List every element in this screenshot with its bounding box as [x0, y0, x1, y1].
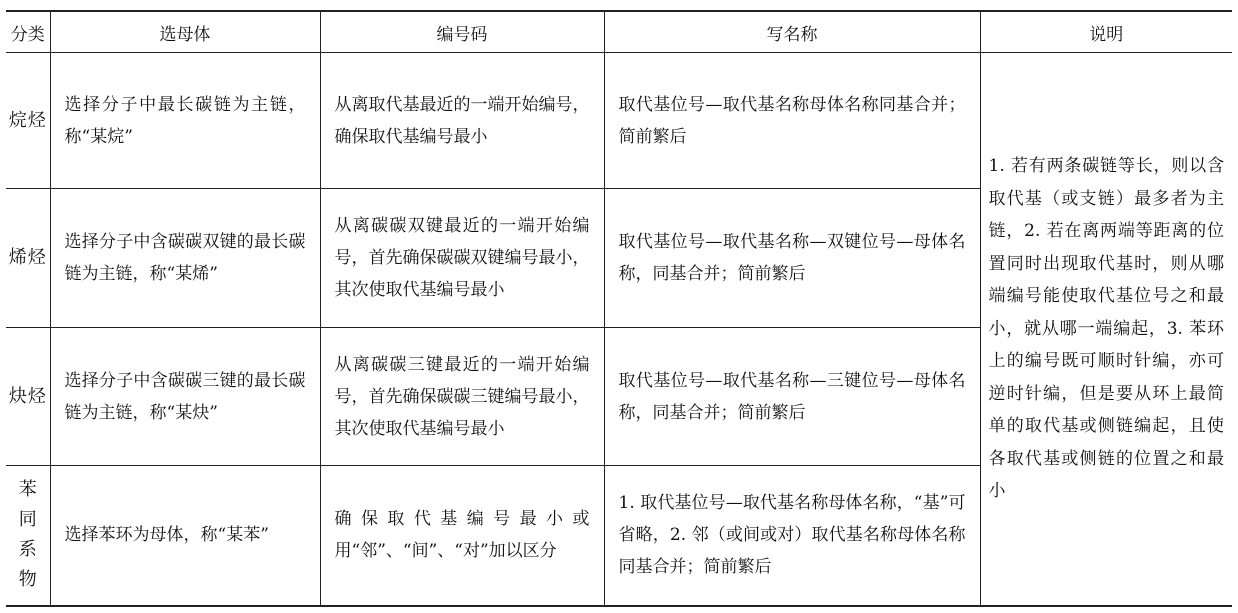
- table-header-row: [6, 11, 1232, 53]
- category-char: 系: [18, 539, 37, 561]
- notes-cell: 1. 若有两条碳链等长，则以含取代基（或支链）最多者为主链，2. 若在离两端等距离的位置同时出现取代基时，则从哪端编号能使取代基位号之和最小，就从哪一端编起，3. 苯环上的编号既可顺时针编，亦可逆时针编，但是要从环上最简单的取代基或侧链编起，且使各取代基或侧链的位置之和最小: [980, 53, 1232, 606]
- row-numbering: 确保取代基编号最小或用“邻”、“间”、“对”加以区分: [320, 466, 604, 606]
- header-category: 分类: [6, 11, 50, 53]
- nomenclature-table: [6, 10, 1232, 607]
- nomenclature-table-container: [6, 10, 1232, 605]
- row-numbering: 从离碳碳双键最近的一端开始编号，首先确保碳碳双键编号最小，其次使取代基编号最小: [320, 189, 604, 328]
- row-category: 烷烃: [6, 53, 50, 189]
- row-naming: 取代基位号—取代基名称母体名称同基合并；简前繁后: [604, 53, 980, 189]
- row-parent: 选择分子中含碳碳三键的最长碳链为主链，称“某炔”: [50, 328, 320, 466]
- table-row: [6, 53, 1232, 189]
- header-notes: 说明: [980, 11, 1232, 53]
- row-numbering: 从离取代基最近的一端开始编号，确保取代基编号最小: [320, 53, 604, 189]
- header-naming: 写名称: [604, 11, 980, 53]
- row-parent: 选择分子中最长碳链为主链，称“某烷”: [50, 53, 320, 189]
- row-category: 炔烃: [6, 328, 50, 466]
- header-numbering: 编号码: [320, 11, 604, 53]
- category-char: 同: [18, 509, 37, 531]
- row-parent: 选择分子中含碳碳双键的最长碳链为主链，称“某烯”: [50, 189, 320, 328]
- row-category: [6, 466, 50, 606]
- row-naming: 1. 取代基位号—取代基名称母体名称，“基”可省略，2. 邻（或间或对）取代基名称母体名称同基合并；简前繁后: [604, 466, 980, 606]
- row-naming: 取代基位号—取代基名称—三键位号—母体名称，同基合并；简前繁后: [604, 328, 980, 466]
- category-char: 物: [18, 569, 37, 591]
- row-naming: 取代基位号—取代基名称—双键位号—母体名称，同基合并；简前繁后: [604, 189, 980, 328]
- category-char: 苯: [18, 479, 37, 501]
- row-numbering: 从离碳碳三键最近的一端开始编号，首先确保碳碳三键编号最小，其次使取代基编号最小: [320, 328, 604, 466]
- row-parent: 选择苯环为母体，称“某苯”: [50, 466, 320, 606]
- row-category: 烯烃: [6, 189, 50, 328]
- header-parent: 选母体: [50, 11, 320, 53]
